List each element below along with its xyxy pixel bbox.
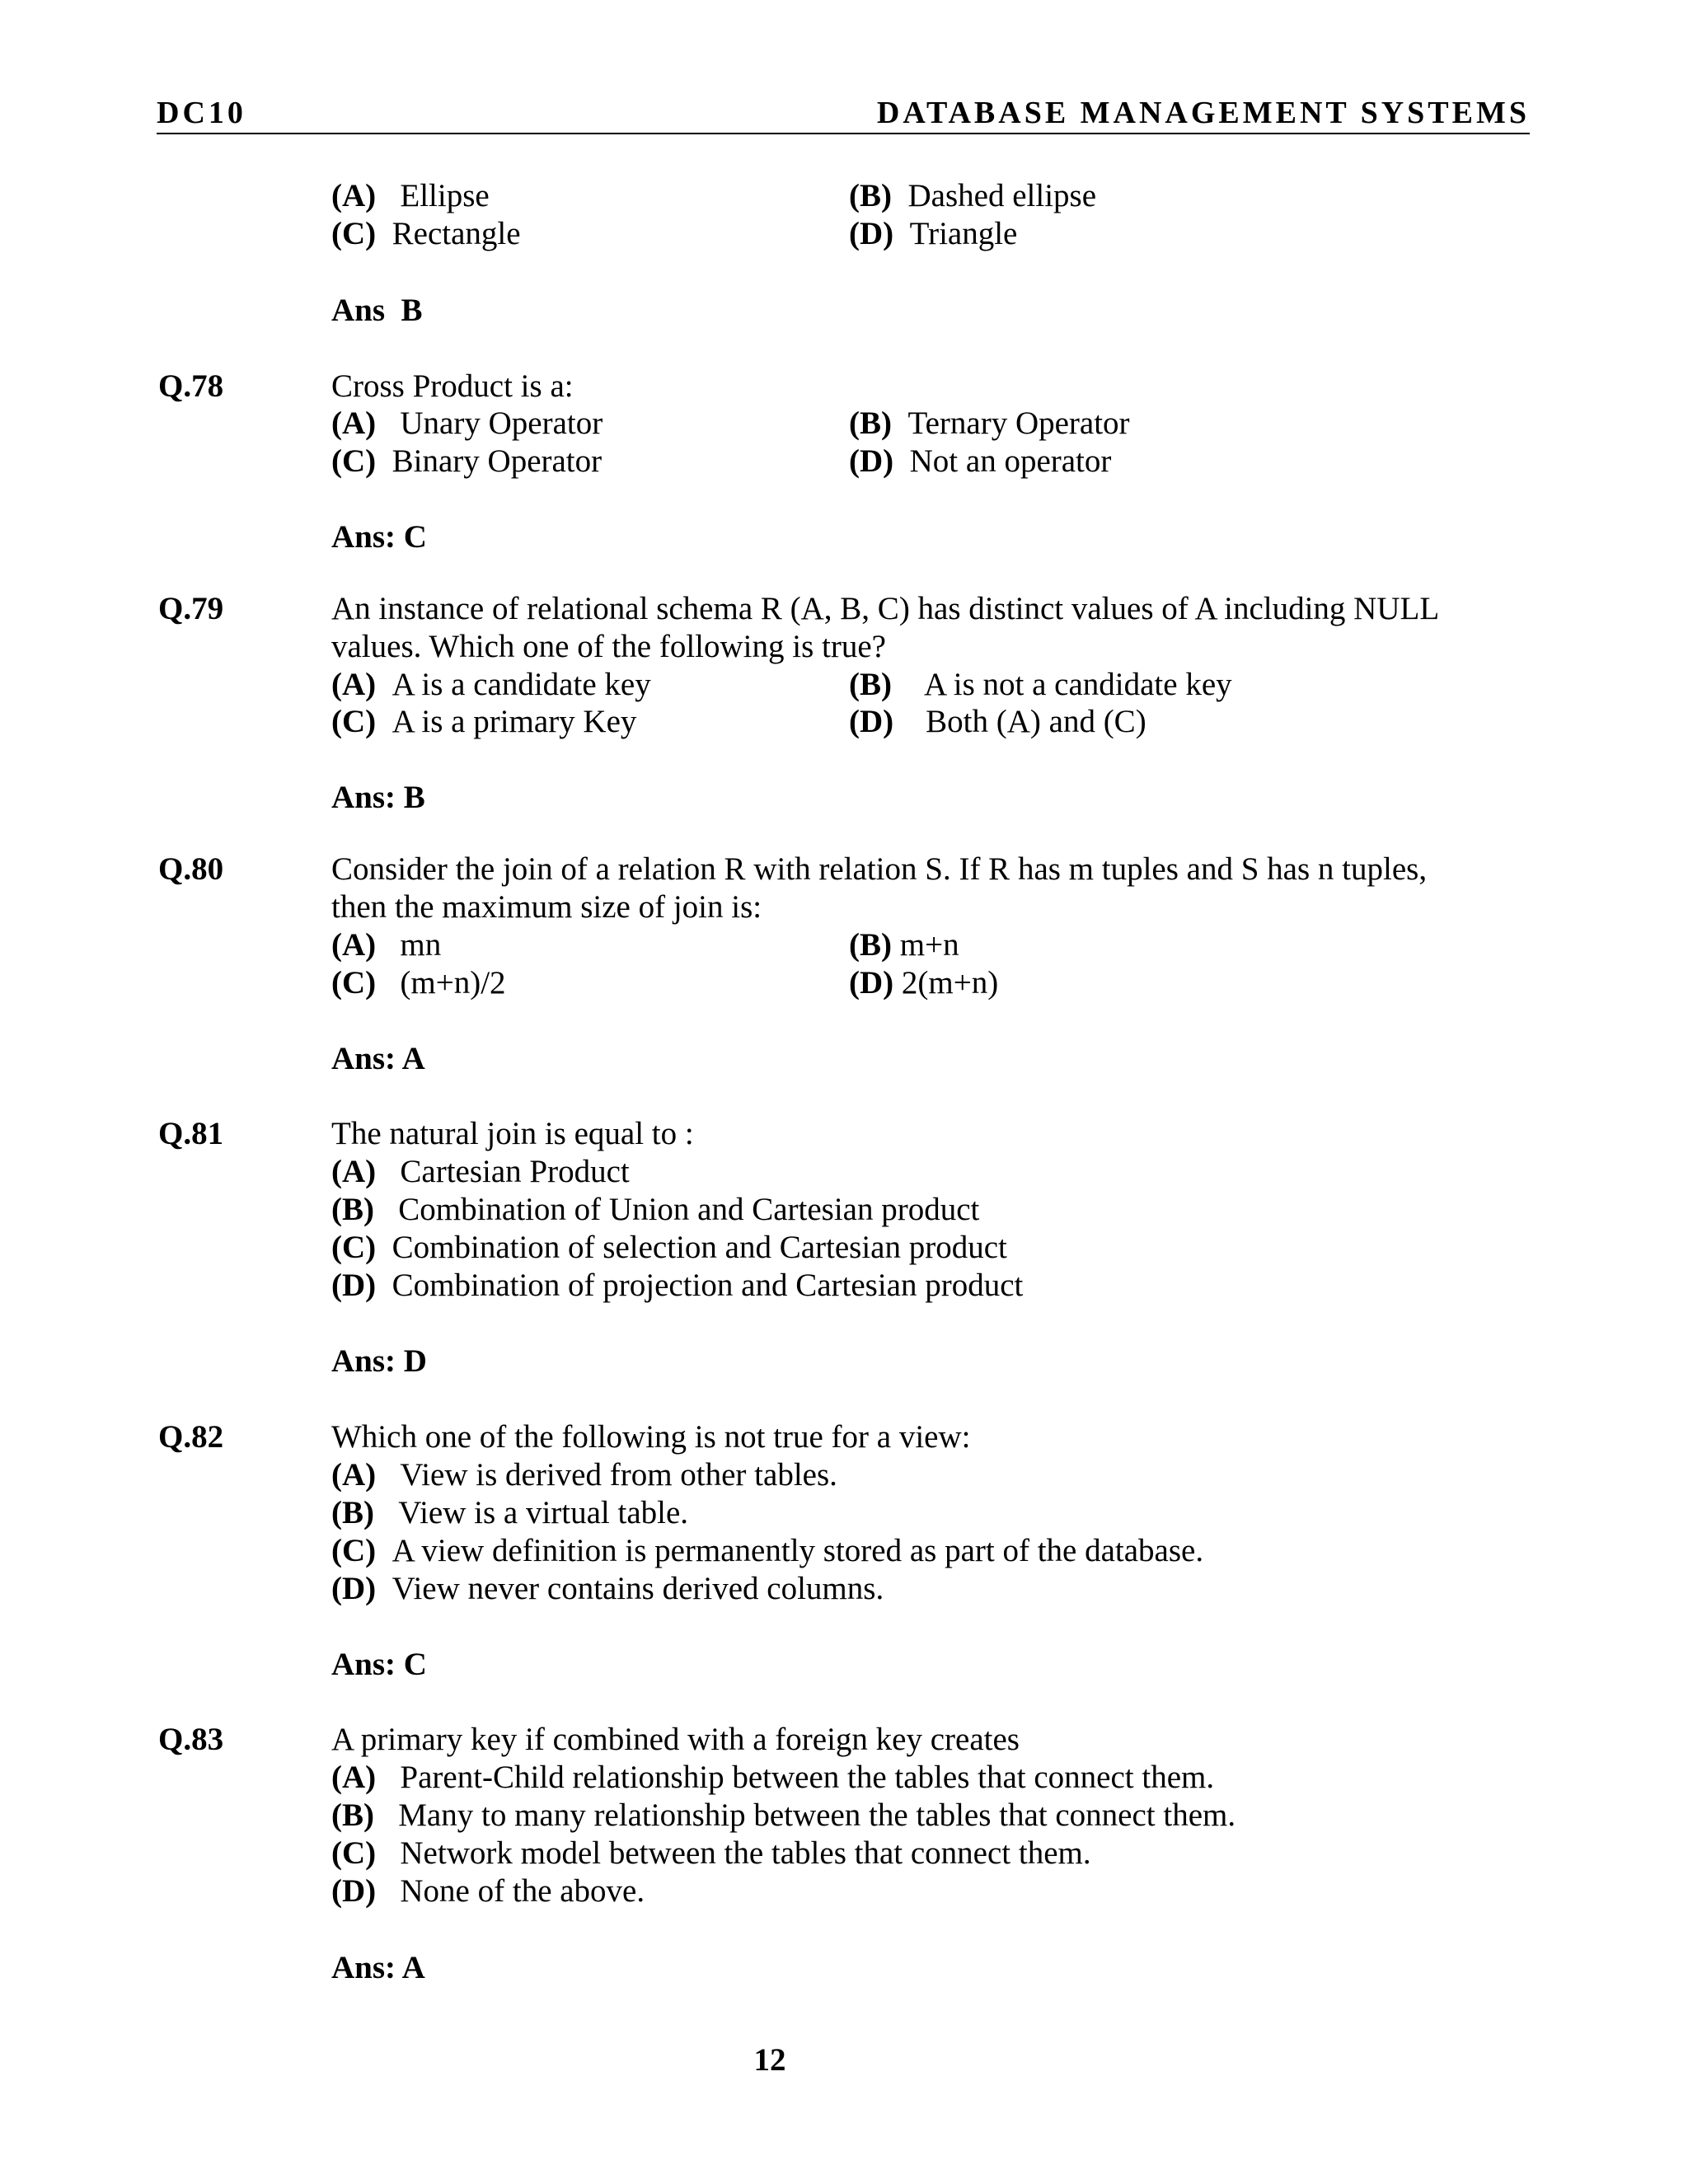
q82-question: Which one of the following is not true for a view: [331,1419,971,1455]
q80-number: Q.80 [158,851,224,887]
q81-option-a: (A) Cartesian Product [331,1154,630,1189]
q77-option-a: (A) Ellipse [331,178,490,213]
q77-answer: Ans B [331,293,423,328]
q78-number: Q.78 [158,368,224,404]
q78-question: Cross Product is a: [331,368,574,404]
q83-question: A primary key if combined with a foreign key creates [331,1722,1020,1757]
q77-option-c: (C) Rectangle [331,216,521,251]
q83-option-b: (B) Many to many relationship between the tables that connect them. [331,1797,1236,1833]
q79-option-b: (B) A is not a candidate key [849,667,1232,702]
q78-answer: Ans: C [331,519,427,555]
header-title: DATABASE MANAGEMENT SYSTEMS [876,96,1530,130]
q81-option-c: (C) Combination of selection and Cartesian product [331,1230,1007,1265]
q80-question-line-1: Consider the join of a relation R with relation S. If R has m tuples and S has n tuples, [331,851,1428,887]
q80-question-line-2: then the maximum size of join is: [331,889,762,925]
q78-option-b: (B) Ternary Operator [849,405,1130,441]
q79-option-d: (D) Both (A) and (C) [849,704,1146,739]
q80-option-a: (A) mn [331,927,442,963]
q83-option-a: (A) Parent-Child relationship between the tables that connect them. [331,1760,1215,1795]
q83-option-c: (C) Network model between the tables that connect them. [331,1835,1091,1871]
q81-question: The natural join is equal to : [331,1116,694,1151]
q78-option-d: (D) Not an operator [849,443,1112,479]
q82-answer: Ans: C [331,1647,427,1682]
q83-number: Q.83 [158,1722,224,1757]
q81-option-d: (D) Combination of projection and Cartesian product [331,1268,1024,1303]
q77-option-b: (B) Dashed ellipse [849,178,1097,213]
q81-option-b: (B) Combination of Union and Cartesian product [331,1192,980,1227]
q79-question-line-2: values. Which one of the following is true? [331,629,886,664]
q77-option-d: (D) Triangle [849,216,1018,251]
q82-option-d: (D) View never contains derived columns. [331,1571,884,1606]
header-course-code: DC10 [157,96,246,130]
q80-option-d: (D) 2(m+n) [849,965,999,1001]
q80-option-c: (C) (m+n)/2 [331,965,506,1001]
q78-option-a: (A) Unary Operator [331,405,603,441]
q79-question-line-1: An instance of relational schema R (A, B, C) has distinct values of A including NULL [331,591,1440,626]
q79-answer: Ans: B [331,780,425,815]
q82-option-c: (C) A view definition is permanently stored as part of the database. [331,1533,1204,1568]
q80-option-b: (B) m+n [849,927,959,963]
q83-option-d: (D) None of the above. [331,1873,645,1909]
q79-option-a: (A) A is a candidate key [331,667,651,702]
q82-number: Q.82 [158,1419,224,1455]
q79-number: Q.79 [158,591,224,626]
q82-option-b: (B) View is a virtual table. [331,1495,689,1530]
q81-number: Q.81 [158,1116,224,1151]
q81-answer: Ans: D [331,1343,427,1379]
header-rule [157,133,1530,134]
q80-answer: Ans: A [331,1041,425,1076]
q78-option-c: (C) Binary Operator [331,443,603,479]
q83-answer: Ans: A [331,1950,425,1985]
q79-option-c: (C) A is a primary Key [331,704,637,739]
page-number: 12 [753,2042,786,2078]
q82-option-a: (A) View is derived from other tables. [331,1457,837,1493]
